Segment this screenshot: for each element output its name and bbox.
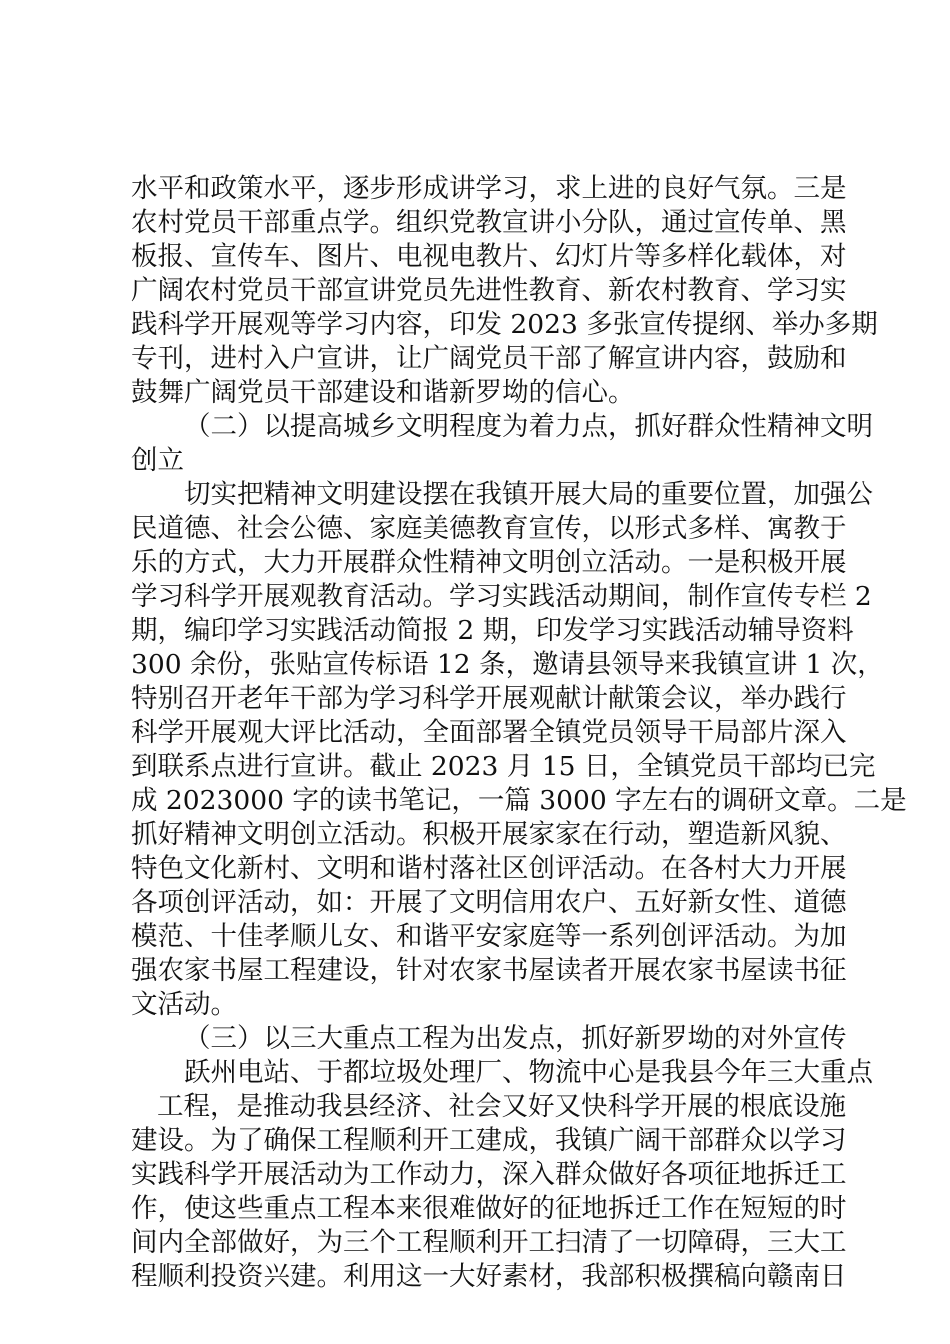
text-line: 间内全部做好，为三个工程顺利开工扫清了一切障碍，三大工	[131, 1227, 847, 1258]
text-line: 践科学开展观等学习内容，印发 2023 多张宣传提纲、举办多期	[131, 309, 878, 340]
text-line: 乐的方式，大力开展群众性精神文明创立活动。一是积极开展	[131, 547, 847, 578]
text-line: 抓好精神文明创立活动。积极开展家家在行动，塑造新风貌、	[131, 819, 847, 850]
text-line: 学习科学开展观教育活动。学习实践活动期间，制作宣传专栏 2	[131, 581, 872, 612]
text-line: 300 余份，张贴宣传标语 12 条，邀请县领导来我镇宣讲 1 次，	[131, 649, 884, 680]
text-line: 鼓舞广阔党员干部建设和谐新罗坳的信心。	[131, 377, 635, 408]
text-line: 模范、十佳孝顺儿女、和谐平安家庭等一系列创评活动。为加	[131, 921, 847, 952]
text-line: 程顺利投资兴建。利用这一大好素材，我部积极撰稿向赣南日	[131, 1261, 847, 1292]
text-line: 水平和政策水平，逐步形成讲学习，求上进的良好气氛。三是	[131, 173, 847, 204]
section-heading: （三）以三大重点工程为出发点，抓好新罗坳的对外宣传	[184, 1023, 847, 1054]
section-heading-cont: 创立	[131, 445, 184, 476]
text-line: 到联系点进行宣讲。截止 2023 月 15 日，全镇党员干部均已完	[131, 751, 876, 782]
paragraph-start: 切实把精神文明建设摆在我镇开展大局的重要位置，加强公	[184, 479, 873, 510]
paragraph-start: 跃州电站、于都垃圾处理厂、物流中心是我县今年三大重点	[184, 1057, 873, 1088]
text-line: 民道德、社会公德、家庭美德教育宣传，以形式多样、寓教于	[131, 513, 847, 544]
text-line: 期，编印学习实践活动简报 2 期，印发学习实践活动辅导资料	[131, 615, 854, 646]
document-body	[131, 172, 907, 1294]
text-line: 工程，是推动我县经济、社会又好又快科学开展的根底设施	[157, 1091, 846, 1122]
text-line: 特色文化新村、文明和谐村落社区创评活动。在各村大力开展	[131, 853, 847, 884]
text-line: 科学开展观大评比活动，全面部署全镇党员领导干局部片深入	[131, 717, 847, 748]
text-line: 实践科学开展活动为工作动力，深入群众做好各项征地拆迁工	[131, 1159, 847, 1190]
text-line: 农村党员干部重点学。组织党教宣讲小分队，通过宣传单、黑	[131, 207, 847, 238]
text-line: 强农家书屋工程建设，针对农家书屋读者开展农家书屋读书征	[131, 955, 847, 986]
text-line: 专刊，进村入户宣讲，让广阔党员干部了解宣讲内容，鼓励和	[131, 343, 847, 374]
section-heading: （二）以提高城乡文明程度为着力点，抓好群众性精神文明	[184, 411, 873, 442]
text-line: 广阔农村党员干部宣讲党员先进性教育、新农村教育、学习实	[131, 275, 847, 306]
text-line: 作，使这些重点工程本来很难做好的征地拆迁工作在短短的时	[131, 1193, 847, 1224]
text-line: 各项创评活动，如：开展了文明信用农户、五好新女性、道德	[131, 887, 847, 918]
text-line: 板报、宣传车、图片、电视电教片、幻灯片等多样化载体，对	[131, 241, 847, 272]
text-line: 文活动。	[131, 989, 237, 1020]
text-line: 建设。为了确保工程顺利开工建成，我镇广阔干部群众以学习	[131, 1125, 847, 1156]
text-line: 成 2023000 字的读书笔记，一篇 3000 字左右的调研文章。二是	[131, 785, 907, 816]
text-line: 特别召开老年干部为学习科学开展观献计献策会议，举办践行	[131, 683, 847, 714]
